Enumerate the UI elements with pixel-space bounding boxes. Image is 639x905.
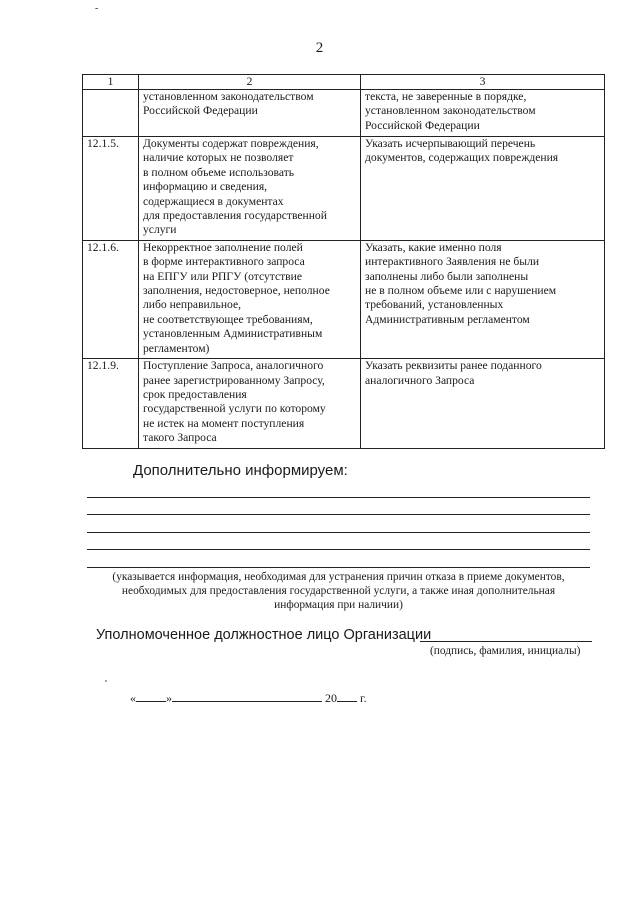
refusal-explanation: текста, не заверенные в порядке, установленном законодательством Российской Федерации (361, 90, 605, 137)
scan-dot (105, 680, 107, 682)
page-number: 2 (315, 40, 324, 56)
year-suffix: г. (360, 691, 367, 705)
signature-caption: (подпись, фамилия, инициалы) (430, 645, 581, 657)
month-blank[interactable] (172, 689, 322, 702)
table-row (83, 90, 605, 137)
signature-line[interactable] (420, 641, 592, 642)
fill-in-line[interactable] (87, 497, 590, 498)
close-quote: » (166, 691, 172, 705)
day-blank[interactable] (136, 689, 166, 702)
table-header-row (83, 75, 605, 90)
refusal-explanation: Указать исчерпывающий перечень документов, содержащих повреждения (361, 137, 605, 241)
refusal-reason: Некорректное заполнение полей в форме интерактивного запроса на ЕПГУ или РПГУ (отсутствие заполнения, недостоверное, неполное либо неправильное, не соответствующее требованиям, установленным Административным регламентом) (139, 240, 361, 358)
fill-in-line[interactable] (87, 567, 590, 568)
year-prefix: 20 (325, 691, 337, 705)
row-number: 12.1.6. (83, 240, 139, 358)
refusal-reason: Поступление Запроса, аналогичного ранее зарегистрированному Запросу, срок предоставления государственной услуги по которому не истек на момент поступления такого Запроса (139, 359, 361, 448)
additional-info-heading: Дополнительно информируем: (133, 462, 348, 479)
table-row (83, 359, 605, 448)
column-header: 1 (83, 75, 139, 90)
refusal-reasons-table (82, 74, 605, 449)
refusal-explanation: Указать реквизиты ранее поданного аналогичного Запроса (361, 359, 605, 448)
refusal-reason: установленном законодательством Российской Федерации (139, 90, 361, 137)
column-header: 2 (139, 75, 361, 90)
open-quote: « (130, 691, 136, 705)
date-field (130, 689, 367, 706)
fill-in-line[interactable] (87, 532, 590, 533)
scan-mark: - (95, 3, 99, 14)
column-header: 3 (361, 75, 605, 90)
official-label: Уполномоченное должностное лицо Организации (96, 627, 432, 643)
refusal-explanation: Указать, какие именно поля интерактивного Заявления не были заполнены либо были заполнены не в полном объеме или с нарушением требований, установленных Административным регламентом (361, 240, 605, 358)
row-number: 12.1.5. (83, 137, 139, 241)
fill-in-line[interactable] (87, 549, 590, 550)
fill-in-line[interactable] (87, 514, 590, 515)
additional-info-caption: (указывается информация, необходимая для устранения причин отказа в приеме документов, необходимых для предоставления государственной услуги, а также иная дополнительная информация при наличии) (112, 571, 565, 611)
row-number (83, 90, 139, 137)
row-number: 12.1.9. (83, 359, 139, 448)
year-blank[interactable] (337, 689, 357, 702)
table-row (83, 137, 605, 241)
table-row (83, 240, 605, 358)
refusal-reason: Документы содержат повреждения, наличие которых не позволяет в полном объеме использовать информацию и сведения, содержащиеся в документах для предоставления государственной услуги (139, 137, 361, 241)
